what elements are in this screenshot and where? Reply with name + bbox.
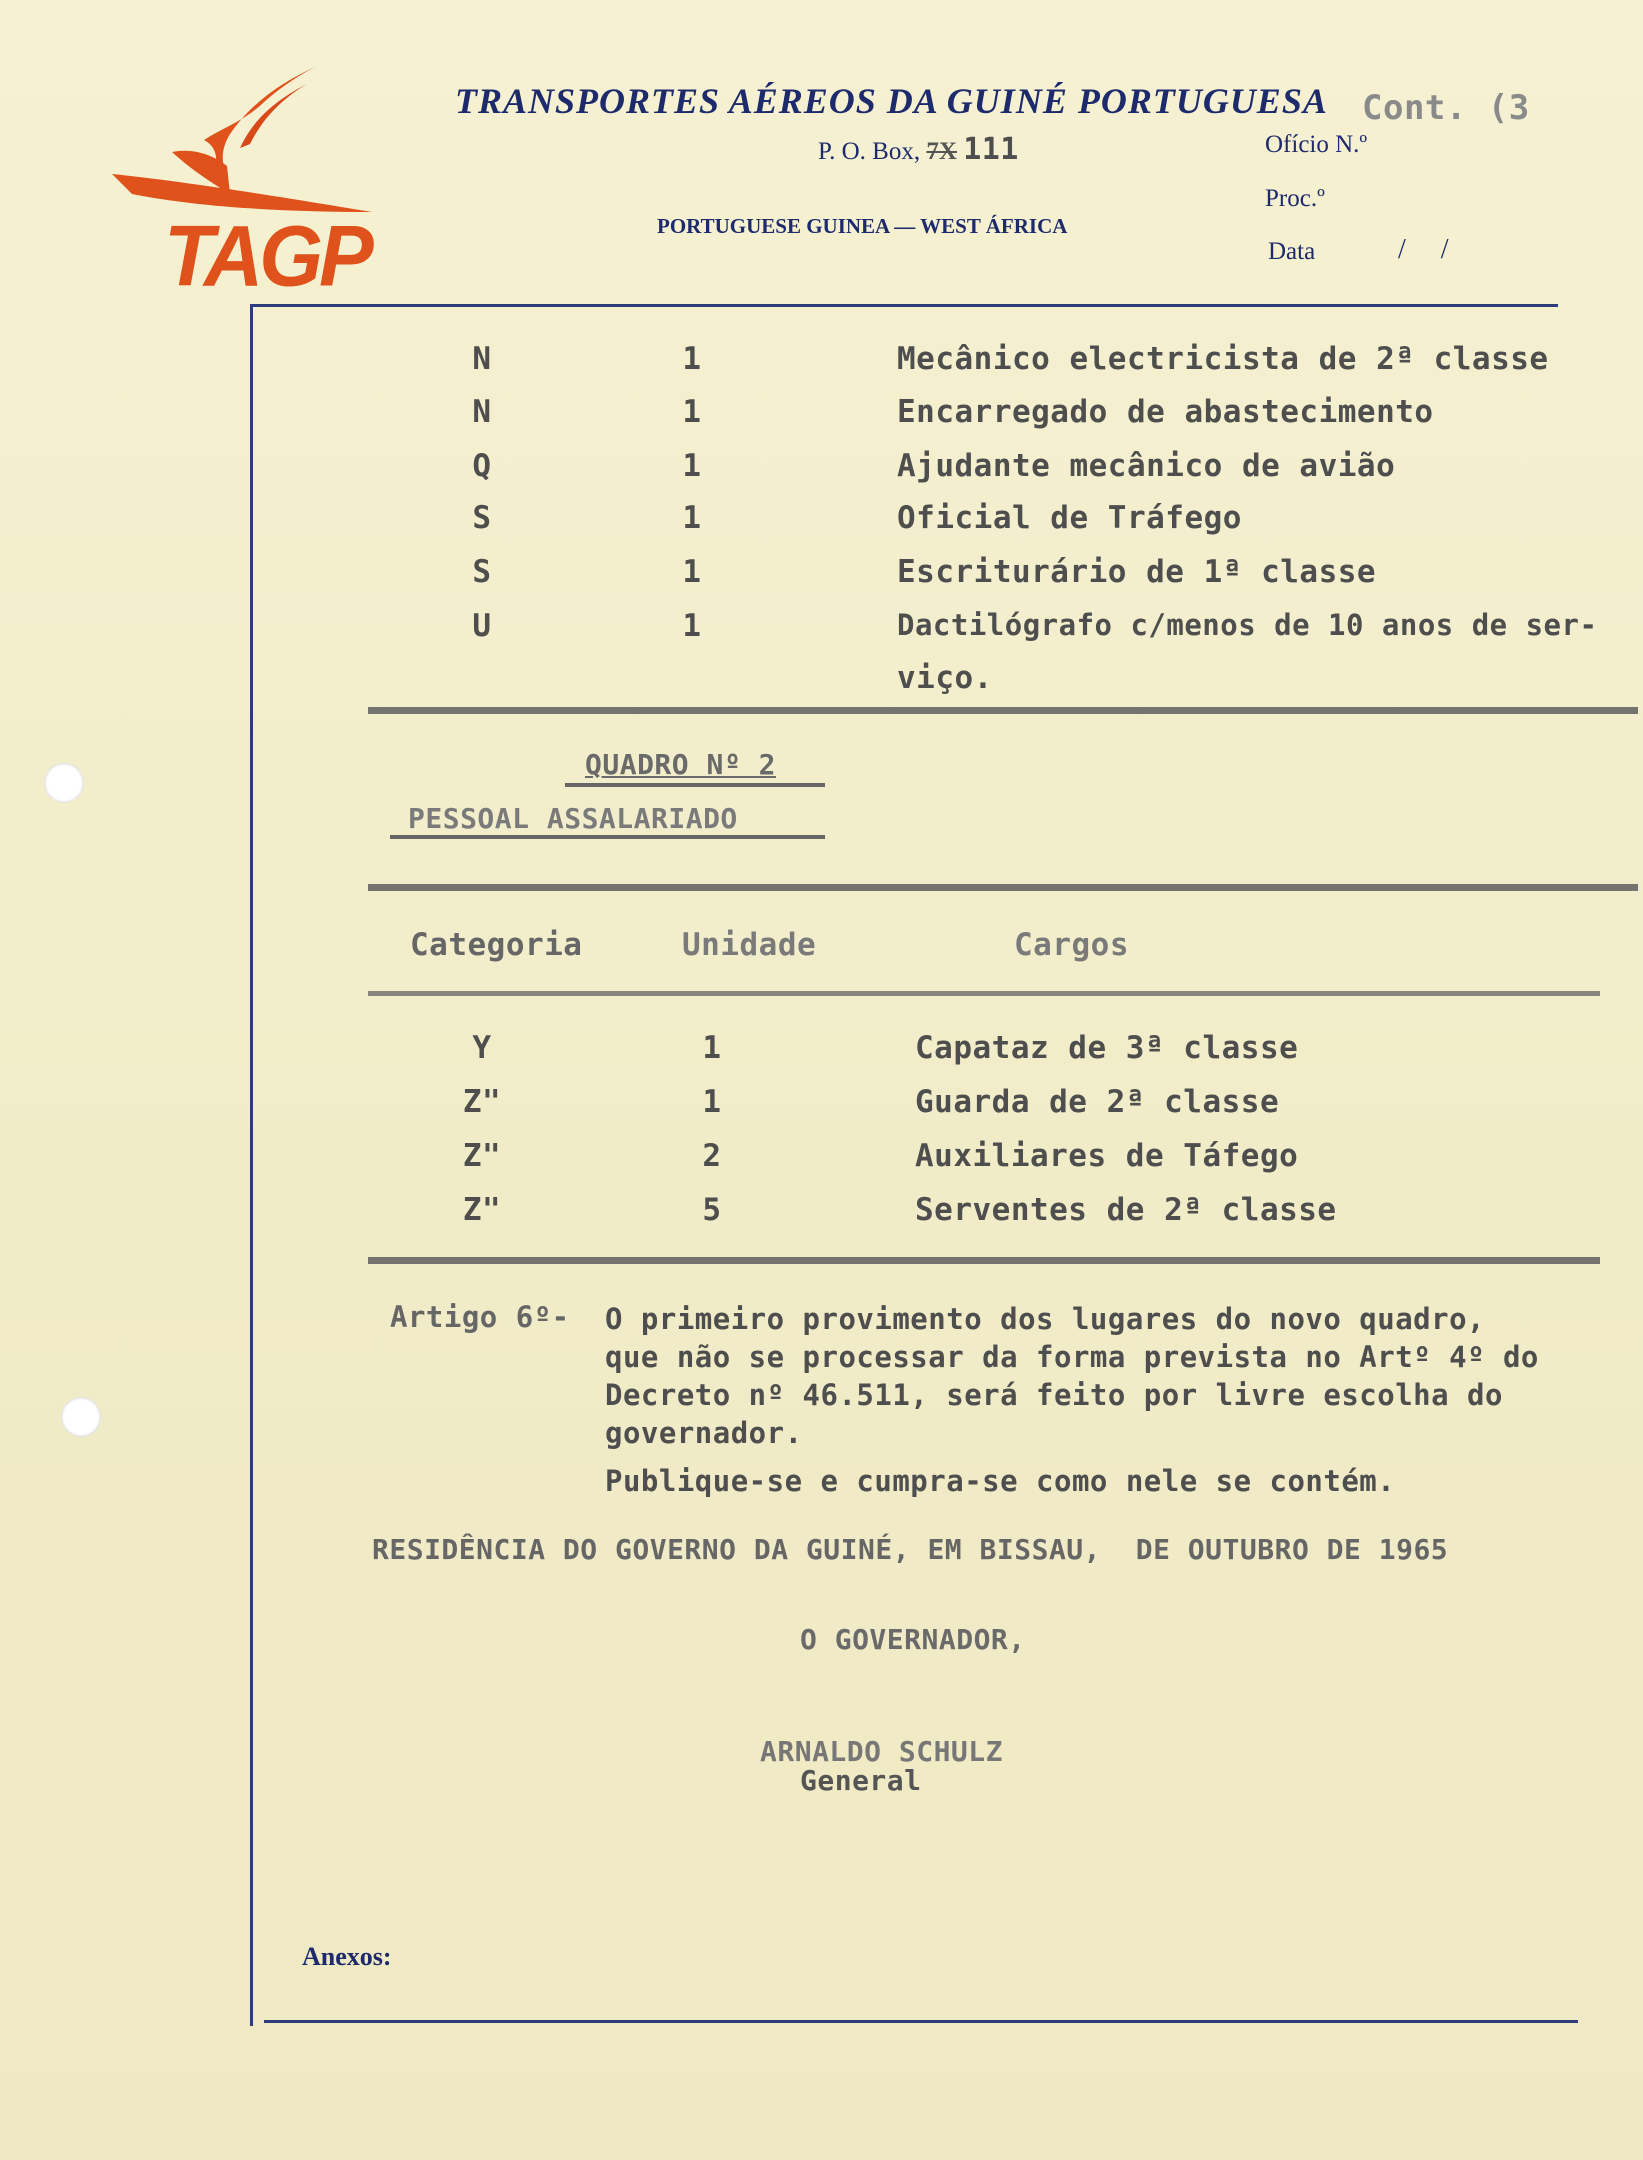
table-cell-cat: Q <box>472 448 492 484</box>
table-cell-cat: U <box>472 608 492 644</box>
quadro-subtitle: PESSOAL ASSALARIADO <box>408 802 738 835</box>
company-name: TRANSPORTES AÉREOS DA GUINÉ PORTUGUESA <box>455 81 1328 121</box>
table2-bottom-rule <box>368 1257 1600 1264</box>
frame-bottom-line <box>264 2020 1578 2023</box>
quadro-title: QUADRO Nº 2 <box>585 748 776 781</box>
table-cell-cat: Z" <box>462 1192 502 1228</box>
table-cell-cargo: Serventes de 2ª classe <box>915 1192 1337 1228</box>
table-cell-unit: 5 <box>702 1192 722 1228</box>
proc-label: Proc.º <box>1265 185 1325 212</box>
punch-hole-bottom <box>61 1397 101 1437</box>
publish-line: Publique-se e cumpra-se como nele se contém. <box>605 1464 1396 1498</box>
table-cell-unit: 1 <box>682 394 702 430</box>
po-box-struck: 7X <box>926 138 957 165</box>
article-line: governador. <box>605 1416 803 1450</box>
article-label: Artigo 6º- <box>390 1300 570 1334</box>
table-cell-cat: Z" <box>462 1084 502 1120</box>
table-cell-unit: 1 <box>702 1030 722 1066</box>
article-line: Decreto nº 46.511, será feito por livre escolha do <box>605 1378 1503 1412</box>
table-cell-unit: 1 <box>682 554 702 590</box>
header-categoria: Categoria <box>410 927 583 963</box>
location: PORTUGUESE GUINEA — WEST ÁFRICA <box>657 214 1068 238</box>
table-cell-unit: 2 <box>702 1138 722 1174</box>
table-cell-unit: 1 <box>682 448 702 484</box>
table-cell-cargo: Oficial de Tráfego <box>897 500 1242 536</box>
table-cell-cargo: Capataz de 3ª classe <box>915 1030 1299 1066</box>
table-cell-cat: Y <box>472 1030 492 1066</box>
table-cell-cat: N <box>472 394 492 430</box>
table-cell-unit: 1 <box>682 500 702 536</box>
table-cell-unit: 1 <box>682 341 702 377</box>
anexos-label: Anexos: <box>302 1942 392 1971</box>
article-line: O primeiro provimento dos lugares do novo quadro, <box>605 1302 1486 1336</box>
table-cell-unit: 1 <box>682 608 702 644</box>
table-cell-cargo: Escriturário de 1ª classe <box>897 554 1377 590</box>
governor-title: O GOVERNADOR, <box>800 1623 1026 1656</box>
residence-line: RESIDÊNCIA DO GOVERNO DA GUINÉ, EM BISSAU, DE OUTUBRO DE 1965 <box>372 1533 1449 1566</box>
table-cell-cat: S <box>472 500 492 536</box>
po-box-label: P. O. Box, <box>818 138 921 165</box>
cont-stamp: Cont. (3 <box>1362 88 1530 128</box>
logo-text: TAGP <box>164 208 370 305</box>
table-cell-unit: 1 <box>702 1084 722 1120</box>
data-label: Data <box>1268 238 1316 265</box>
header-cargos: Cargos <box>1014 927 1129 963</box>
table-cell-cat: Z" <box>462 1138 502 1174</box>
table-cell-cargo: Auxiliares de Táfego <box>915 1138 1299 1174</box>
table-cell-cargo: Guarda de 2ª classe <box>915 1084 1280 1120</box>
oficio-label: Ofício N.º <box>1265 131 1368 158</box>
table-cell-cargo: Ajudante mecânico de avião <box>897 448 1396 484</box>
table-cell-cargo: Dactilógrafo c/menos de 10 anos de ser- <box>897 608 1598 642</box>
po-box-number: 111 <box>963 132 1019 167</box>
signature-rank: General <box>800 1764 922 1797</box>
table-cell-cat: N <box>472 341 492 377</box>
table-cell-cat: S <box>472 554 492 590</box>
table-cell-cargo: Encarregado de abastecimento <box>897 394 1434 430</box>
article-text <box>605 1300 1539 1452</box>
table-cell-cargo: Mecânico electricista de 2ª classe <box>897 341 1549 377</box>
signature-name: ARNALDO SCHULZ <box>760 1735 1004 1768</box>
table1-continuation: viço. <box>897 660 993 696</box>
data-slashes: / / <box>1398 234 1449 265</box>
article-line: que não se processar da forma prevista no Artº 4º do <box>605 1340 1539 1374</box>
header-unidade: Unidade <box>682 927 817 963</box>
